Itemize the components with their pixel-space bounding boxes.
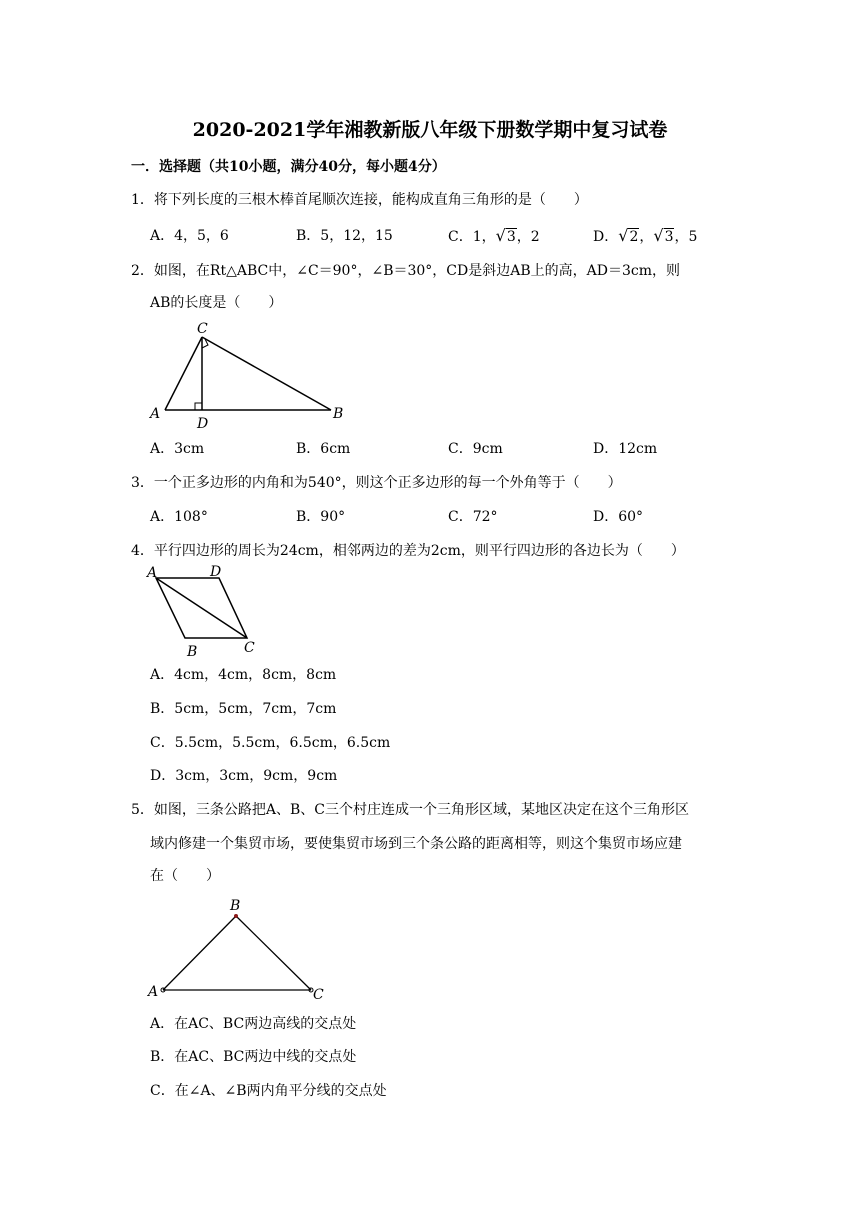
question-4-option-b: B．5cm，5cm，7cm，7cm: [150, 701, 337, 717]
question-3-option-a: A．108°: [150, 509, 208, 525]
section-heading: 一．选择题（共10小题，满分40分，每小题4分）: [131, 159, 446, 175]
label-b: B: [230, 898, 241, 914]
page-title: 2020-2021学年湘教新版八年级下册数学期中复习试卷: [192, 119, 668, 141]
label-a: A: [150, 406, 161, 422]
question-1-option-b: B．5，12，15: [296, 228, 393, 244]
right-angle-marker-d: [195, 403, 202, 410]
label-b: B: [187, 644, 198, 660]
sqrt-symbol: √3: [653, 226, 674, 245]
sqrt-radicand: 3: [664, 229, 674, 245]
question-2-option-b: B．6cm: [296, 441, 351, 457]
option-d-label: D．: [593, 229, 619, 245]
question-5-figure: [140, 895, 335, 1005]
question-2-option-c: C．9cm: [448, 441, 503, 457]
road-bc: [236, 916, 311, 990]
question-5-stem-line-3: 在（ ）: [150, 868, 220, 884]
label-a: A: [147, 565, 158, 581]
sqrt-radicand: 2: [629, 229, 639, 245]
question-3-option-d: D．60°: [593, 509, 644, 525]
option-c-tail: ，2: [516, 229, 540, 245]
option-d-separator: ，: [639, 229, 654, 245]
village-b-point: [234, 914, 238, 918]
segment-ac: [165, 337, 202, 410]
road-ab: [163, 916, 236, 990]
question-5-stem-line-1: 5．如图，三条公路把A、B、C三个村庄连成一个三角形区域，某地区决定在这个三角形区: [131, 802, 690, 818]
question-5-option-c: C．在∠A、∠B两内角平分线的交点处: [150, 1083, 387, 1099]
question-5-option-a: A．在AC、BC两边高线的交点处: [150, 1016, 357, 1032]
label-a: A: [148, 984, 159, 1000]
label-c: C: [313, 987, 324, 1003]
sqrt-symbol: √2: [618, 226, 639, 245]
sqrt-radicand: 3: [506, 229, 516, 245]
question-1-option-d: [593, 227, 697, 246]
label-c: C: [197, 321, 208, 337]
question-1-option-c: [448, 227, 540, 246]
question-1-option-a: A．4，5，6: [150, 228, 229, 244]
label-d: D: [210, 564, 222, 580]
option-d-tail: ，5: [674, 229, 698, 245]
question-4-option-d: D．3cm，3cm，9cm，9cm: [150, 768, 338, 784]
question-2-figure: [145, 320, 345, 432]
option-c-label: C．1，: [448, 229, 496, 245]
label-d: D: [197, 416, 209, 432]
segment-cb: [202, 337, 331, 410]
question-3-option-b: B．90°: [296, 509, 346, 525]
question-3-option-c: C．72°: [448, 509, 498, 525]
question-2-option-d: D．12cm: [593, 441, 658, 457]
label-c: C: [244, 640, 255, 656]
sqrt-symbol: √3: [495, 226, 516, 245]
label-b: B: [333, 406, 344, 422]
question-4-figure: [143, 562, 268, 660]
question-2-stem-line-1: 2．如图，在Rt△ABC中，∠C＝90°，∠B＝30°，CD是斜边AB上的高，AD＝3cm，则: [131, 263, 680, 279]
question-4-option-c: C．5.5cm，5.5cm，6.5cm，6.5cm: [150, 735, 391, 751]
question-3-stem: 3．一个正多边形的内角和为540°，则这个正多边形的每一个外角等于（ ）: [131, 475, 622, 491]
question-4-stem: 4．平行四边形的周长为24cm，相邻两边的差为2cm，则平行四边形的各边长为（ ）: [131, 543, 685, 559]
question-5-option-b: B．在AC、BC两边中线的交点处: [150, 1049, 357, 1065]
question-5-stem-line-2: 域内修建一个集贸市场，要使集贸市场到三个条公路的距离相等，则这个集贸市场应建: [150, 836, 682, 852]
question-2-option-a: A．3cm: [150, 441, 205, 457]
question-1-stem: 1．将下列长度的三根木棒首尾顺次连接，能构成直角三角形的是（ ）: [131, 192, 588, 208]
question-4-option-a: A．4cm，4cm，8cm，8cm: [150, 667, 337, 683]
question-2-stem-line-2: AB的长度是（ ）: [150, 295, 283, 311]
